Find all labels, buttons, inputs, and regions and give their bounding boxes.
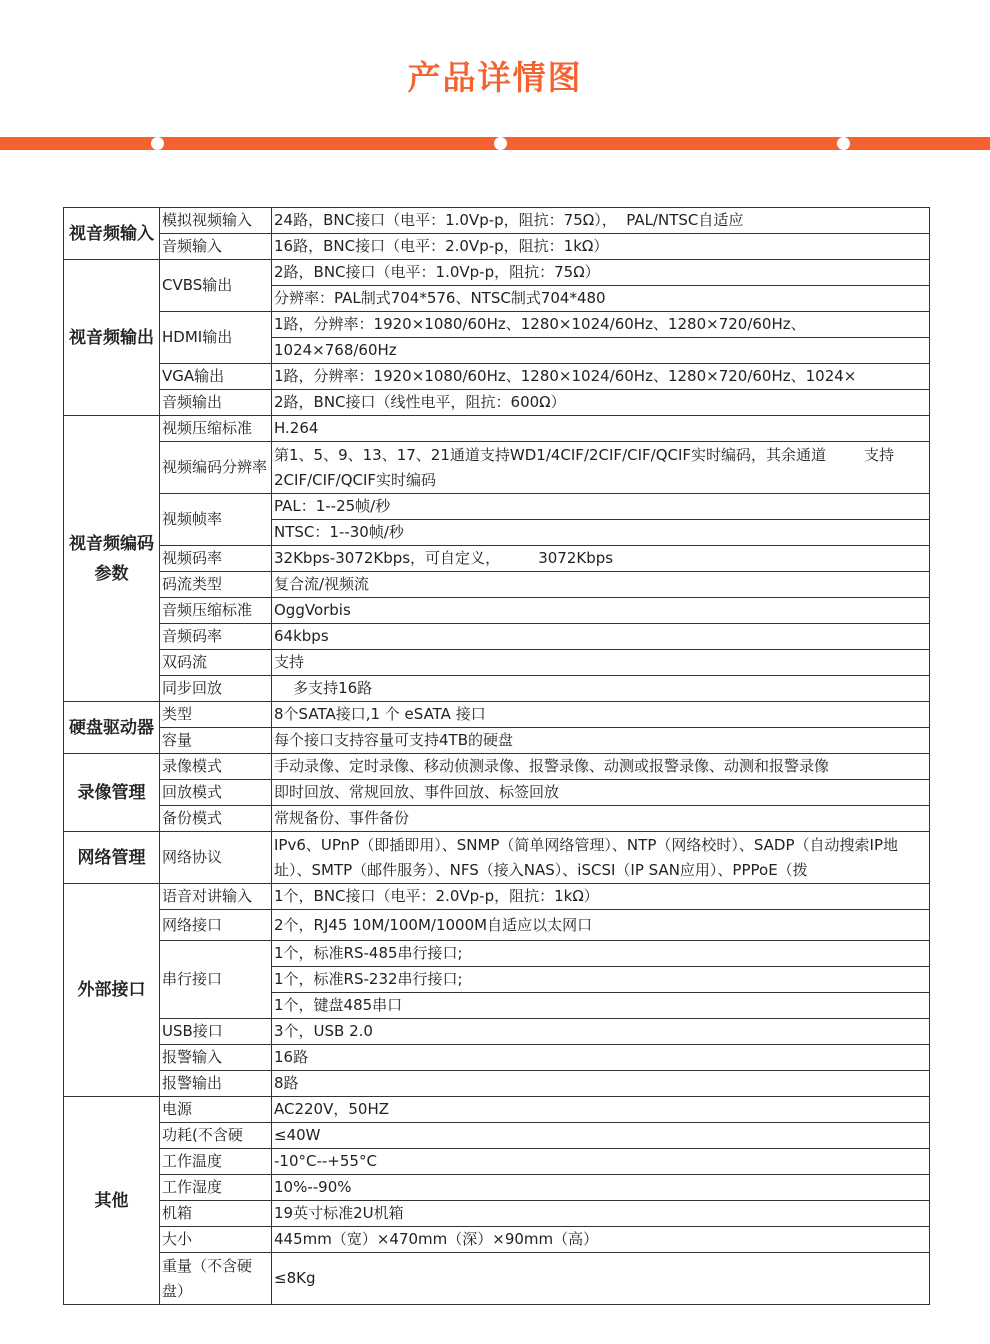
table-row xyxy=(64,780,930,806)
value-cell: 1个，键盘485串口 xyxy=(272,993,930,1019)
table-row xyxy=(64,676,930,702)
divider-dot xyxy=(494,137,507,150)
divider-dot xyxy=(837,137,850,150)
item-label-cell: 重量（不含硬盘） xyxy=(160,1253,272,1305)
item-label-cell: 语音对讲输入 xyxy=(160,884,272,910)
table-row xyxy=(64,572,930,598)
table-row xyxy=(64,624,930,650)
table-row xyxy=(64,1149,930,1175)
item-label-cell: 双码流 xyxy=(160,650,272,676)
value-cell: 8路 xyxy=(272,1071,930,1097)
value-cell: 8个SATA接口,1 个 eSATA 接口 xyxy=(272,702,930,728)
value-cell: 1024×768/60Hz xyxy=(272,338,930,364)
item-label-cell: 工作温度 xyxy=(160,1149,272,1175)
value-cell: 19英寸标准2U机箱 xyxy=(272,1201,930,1227)
value-cell: 445mm（宽）×470mm（深）×90mm（高） xyxy=(272,1227,930,1253)
spec-table xyxy=(63,207,930,1305)
item-label-cell: 同步回放 xyxy=(160,676,272,702)
item-label-cell: 音频码率 xyxy=(160,624,272,650)
value-cell: 3个，USB 2.0 xyxy=(272,1019,930,1045)
table-row xyxy=(64,1097,930,1123)
category-cell: 硬盘驱动器 xyxy=(64,702,160,754)
value-cell: 第1、5、9、13、17、21通道支持WD1/4CIF/2CIF/CIF/QCIF实时编码，其余通道 支持2CIF/CIF/QCIF实时编码 xyxy=(272,442,930,494)
table-row xyxy=(64,941,930,967)
value-cell: PAL：1--25帧/秒 xyxy=(272,494,930,520)
table-row xyxy=(64,650,930,676)
divider-dot xyxy=(151,137,164,150)
item-label-cell: HDMI输出 xyxy=(160,312,272,364)
table-row xyxy=(64,260,930,286)
item-label-cell: 视频码率 xyxy=(160,546,272,572)
table-row xyxy=(64,1019,930,1045)
value-cell: 1个，标准RS-232串行接口; xyxy=(272,967,930,993)
table-row xyxy=(64,494,930,520)
value-cell: 1路，分辨率：1920×1080/60Hz、1280×1024/60Hz、1280×720/60Hz、1024× xyxy=(272,364,930,390)
item-label-cell: 音频输出 xyxy=(160,390,272,416)
category-cell: 录像管理 xyxy=(64,754,160,832)
value-cell: 2路，BNC接口（线性电平，阻抗：600Ω） xyxy=(272,390,930,416)
category-cell: 其他 xyxy=(64,1097,160,1305)
item-label-cell: 机箱 xyxy=(160,1201,272,1227)
item-label-cell: 录像模式 xyxy=(160,754,272,780)
item-label-cell: USB接口 xyxy=(160,1019,272,1045)
category-cell: 视音频编码参数 xyxy=(64,416,160,702)
table-row xyxy=(64,806,930,832)
item-label-cell: 回放模式 xyxy=(160,780,272,806)
item-label-cell: 音频输入 xyxy=(160,234,272,260)
item-label-cell: VGA输出 xyxy=(160,364,272,390)
table-row xyxy=(64,598,930,624)
table-row xyxy=(64,364,930,390)
category-cell: 视音频输出 xyxy=(64,260,160,416)
table-row xyxy=(64,910,930,941)
item-label-cell: 串行接口 xyxy=(160,941,272,1019)
item-label-cell: 类型 xyxy=(160,702,272,728)
table-row xyxy=(64,1045,930,1071)
value-cell: 1个，BNC接口（电平：2.0Vp-p，阻抗：1kΩ） xyxy=(272,884,930,910)
value-cell: 32Kbps-3072Kbps，可自定义， 3072Kbps xyxy=(272,546,930,572)
table-row xyxy=(64,390,930,416)
item-label-cell: 备份模式 xyxy=(160,806,272,832)
value-cell: 即时回放、常规回放、事件回放、标签回放 xyxy=(272,780,930,806)
table-row xyxy=(64,832,930,884)
table-row xyxy=(64,1227,930,1253)
table-row xyxy=(64,1175,930,1201)
item-label-cell: 大小 xyxy=(160,1227,272,1253)
value-cell: ≤40W xyxy=(272,1123,930,1149)
item-label-cell: 视频压缩标准 xyxy=(160,416,272,442)
table-row xyxy=(64,416,930,442)
table-row xyxy=(64,208,930,234)
value-cell: NTSC：1--30帧/秒 xyxy=(272,520,930,546)
value-cell: 16路 xyxy=(272,1045,930,1071)
item-label-cell: 视频编码分辨率 xyxy=(160,442,272,494)
value-cell: 1路，分辨率：1920×1080/60Hz、1280×1024/60Hz、1280×720/60Hz、 xyxy=(272,312,930,338)
value-cell: 支持 xyxy=(272,650,930,676)
item-label-cell: 电源 xyxy=(160,1097,272,1123)
item-label-cell: 容量 xyxy=(160,728,272,754)
value-cell: 1个，标准RS-485串行接口; xyxy=(272,941,930,967)
item-label-cell: 报警输入 xyxy=(160,1045,272,1071)
value-cell: OggVorbis xyxy=(272,598,930,624)
value-cell: 2个，RJ45 10M/100M/1000M自适应以太网口 xyxy=(272,910,930,941)
page-title: 产品详情图 xyxy=(407,58,583,97)
table-row xyxy=(64,1123,930,1149)
item-label-cell: 网络接口 xyxy=(160,910,272,941)
value-cell: 手动录像、定时录像、移动侦测录像、报警录像、动测或报警录像、动测和报警录像 xyxy=(272,754,930,780)
item-label-cell: 视频帧率 xyxy=(160,494,272,546)
value-cell: 复合流/视频流 xyxy=(272,572,930,598)
item-label-cell: 功耗(不含硬 xyxy=(160,1123,272,1149)
table-row xyxy=(64,234,930,260)
table-row xyxy=(64,442,930,494)
value-cell: 多支持16路 xyxy=(272,676,930,702)
value-cell: -10°C--+55°C xyxy=(272,1149,930,1175)
value-cell: ≤8Kg xyxy=(272,1253,930,1305)
value-cell: 16路，BNC接口（电平：2.0Vp-p，阻抗：1kΩ） xyxy=(272,234,930,260)
table-row xyxy=(64,1201,930,1227)
value-cell: 常规备份、事件备份 xyxy=(272,806,930,832)
table-row xyxy=(64,702,930,728)
value-cell: 24路，BNC接口（电平：1.0Vp-p，阻抗：75Ω）， PAL/NTSC自适应 xyxy=(272,208,930,234)
item-label-cell: 码流类型 xyxy=(160,572,272,598)
table-row xyxy=(64,1071,930,1097)
category-cell: 外部接口 xyxy=(64,884,160,1097)
value-cell: 2路，BNC接口（电平：1.0Vp-p，阻抗：75Ω） xyxy=(272,260,930,286)
item-label-cell: 音频压缩标准 xyxy=(160,598,272,624)
category-cell: 网络管理 xyxy=(64,832,160,884)
table-row xyxy=(64,754,930,780)
table-row xyxy=(64,884,930,910)
value-cell: H.264 xyxy=(272,416,930,442)
category-cell: 视音频输入 xyxy=(64,208,160,260)
value-cell: 每个接口支持容量可支持4TB的硬盘 xyxy=(272,728,930,754)
table-row xyxy=(64,728,930,754)
table-row xyxy=(64,546,930,572)
item-label-cell: 报警输出 xyxy=(160,1071,272,1097)
table-row xyxy=(64,312,930,338)
item-label-cell: 工作湿度 xyxy=(160,1175,272,1201)
value-cell: AC220V，50HZ xyxy=(272,1097,930,1123)
value-cell: IPv6、UPnP（即插即用）、SNMP（简单网络管理）、NTP（网络校时）、SADP（自动搜索IP地址）、SMTP（邮件服务）、NFS（接入NAS）、iSCSI（IP SAN应用）、PPPoE（拨 xyxy=(272,832,930,884)
table-row xyxy=(64,1253,930,1305)
value-cell: 64kbps xyxy=(272,624,930,650)
item-label-cell: CVBS输出 xyxy=(160,260,272,312)
item-label-cell: 网络协议 xyxy=(160,832,272,884)
value-cell: 10%--90% xyxy=(272,1175,930,1201)
item-label-cell: 模拟视频输入 xyxy=(160,208,272,234)
value-cell: 分辨率：PAL制式704*576、NTSC制式704*480 xyxy=(272,286,930,312)
